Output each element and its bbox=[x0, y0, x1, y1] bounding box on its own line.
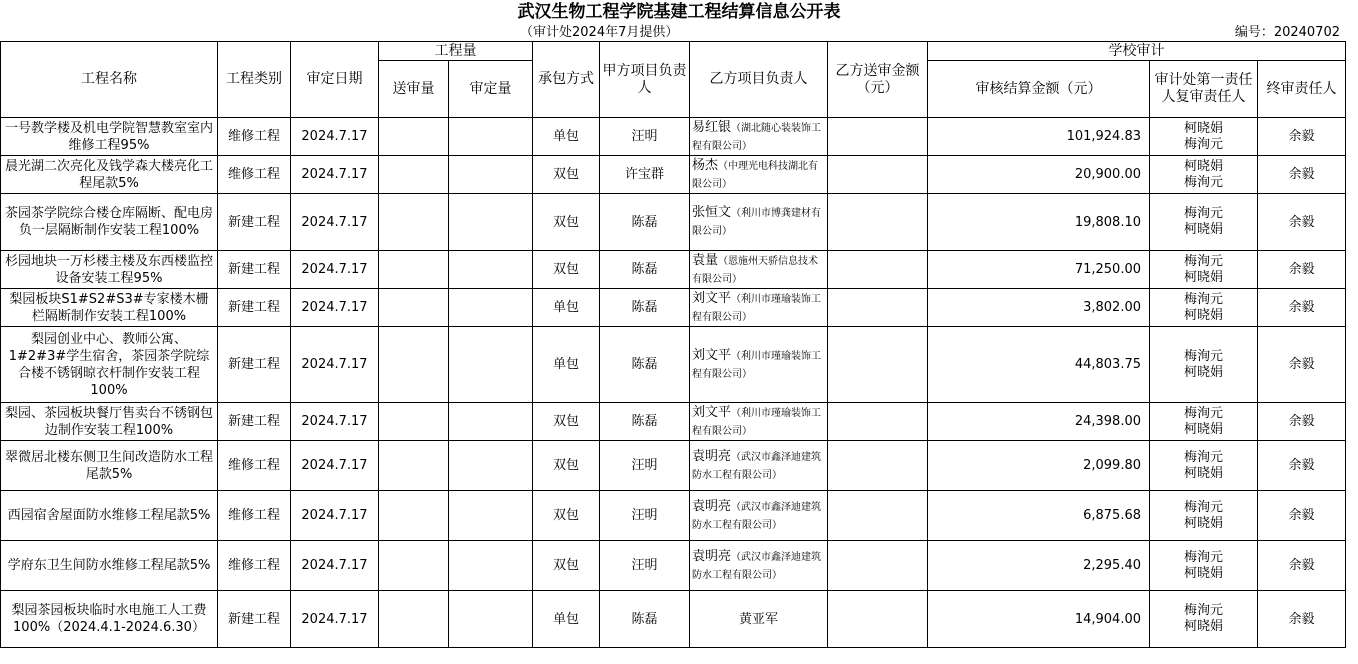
party-b-company: （利川市瑾瑜装饰工程有限公司） bbox=[692, 293, 822, 323]
cell-audit-responsible[interactable] bbox=[1150, 251, 1258, 289]
cell-party-b[interactable] bbox=[690, 118, 828, 156]
cell-project-name[interactable]: 一号教学楼及机电学院智慧教室室内维修工程95% bbox=[1, 118, 218, 156]
table-row[interactable] bbox=[1, 156, 1346, 194]
responsible-person: 柯晓娟 bbox=[1183, 565, 1223, 581]
party-b-company: （武汉市鑫泽迪建筑防水工程有限公司） bbox=[692, 501, 822, 531]
cell-project-name[interactable]: 杉园地块一万杉楼主楼及东西楼监控设备安装工程95% bbox=[1, 251, 218, 289]
cell-date[interactable]: 2024.7.17 bbox=[291, 403, 379, 441]
settlement-table bbox=[0, 41, 1346, 648]
cell-project-name[interactable]: 梨园创业中心、教师公寓、1#2#3#学生宿舍，茶园茶学院综合楼不锈钢晾衣杆制作安装工程100% bbox=[1, 327, 218, 403]
responsible-person: 梅洵元 bbox=[1183, 253, 1223, 269]
cell-party-a[interactable]: 陈磊 bbox=[600, 327, 690, 403]
cell-submitted-qty[interactable] bbox=[379, 327, 449, 403]
cell-contract[interactable]: 双包 bbox=[533, 441, 600, 491]
cell-contract[interactable]: 双包 bbox=[533, 194, 600, 251]
cell-party-a[interactable]: 陈磊 bbox=[600, 289, 690, 327]
cell-submitted-qty[interactable] bbox=[379, 118, 449, 156]
cell-party-b[interactable] bbox=[690, 156, 828, 194]
cell-final-responsible[interactable]: 余毅 bbox=[1258, 156, 1346, 194]
cell-audit-amount[interactable]: 2,099.80 bbox=[928, 441, 1150, 491]
party-b-company: （湖北随心装装饰工程有限公司） bbox=[692, 122, 822, 152]
cell-party-a[interactable]: 许宝群 bbox=[600, 156, 690, 194]
cell-date[interactable]: 2024.7.17 bbox=[291, 441, 379, 491]
cell-project-name[interactable]: 晨光湖二次亮化及钱学森大楼亮化工程尾款5% bbox=[1, 156, 218, 194]
cell-party-a[interactable]: 汪明 bbox=[600, 441, 690, 491]
responsible-person: 柯晓娟 bbox=[1183, 269, 1223, 285]
cell-audit-responsible[interactable] bbox=[1150, 541, 1258, 591]
cell-type[interactable]: 新建工程 bbox=[218, 289, 291, 327]
cell-approved-qty[interactable] bbox=[449, 327, 533, 403]
cell-type[interactable]: 新建工程 bbox=[218, 591, 291, 648]
responsible-person: 柯晓娟 bbox=[1183, 120, 1223, 136]
cell-final-responsible[interactable]: 余毅 bbox=[1258, 118, 1346, 156]
cell-party-b[interactable] bbox=[690, 327, 828, 403]
party-b-name: 袁量 bbox=[692, 252, 719, 268]
cell-audit-responsible[interactable] bbox=[1150, 441, 1258, 491]
cell-submitted-qty[interactable] bbox=[379, 289, 449, 327]
cell-party-b[interactable] bbox=[690, 289, 828, 327]
cell-party-b[interactable] bbox=[690, 441, 828, 491]
cell-audit-responsible[interactable] bbox=[1150, 118, 1258, 156]
party-b-company: （武汉市鑫泽迪建筑防水工程有限公司） bbox=[692, 551, 822, 581]
cell-party-a[interactable]: 陈磊 bbox=[600, 251, 690, 289]
header-school-audit[interactable]: 学校审计 bbox=[928, 42, 1346, 61]
cell-date[interactable]: 2024.7.17 bbox=[291, 118, 379, 156]
cell-project-name[interactable]: 梨园、茶园板块餐厅售卖台不锈钢包边制作安装工程100% bbox=[1, 403, 218, 441]
cell-approved-qty[interactable] bbox=[449, 403, 533, 441]
responsible-person: 柯晓娟 bbox=[1183, 364, 1223, 380]
responsible-person: 梅洵元 bbox=[1183, 348, 1223, 364]
cell-party-b-amount[interactable] bbox=[828, 118, 928, 156]
party-b-name: 袁明亮 bbox=[692, 448, 732, 464]
party-b-name: 刘文平 bbox=[692, 290, 732, 306]
cell-date[interactable]: 2024.7.17 bbox=[291, 327, 379, 403]
cell-audit-responsible[interactable] bbox=[1150, 491, 1258, 541]
cell-audit-amount[interactable]: 20,900.00 bbox=[928, 156, 1150, 194]
cell-party-b[interactable] bbox=[690, 541, 828, 591]
cell-final-responsible[interactable]: 余毅 bbox=[1258, 403, 1346, 441]
party-b-company: （中理光电科技湖北有限公司） bbox=[692, 160, 819, 190]
cell-type[interactable]: 新建工程 bbox=[218, 251, 291, 289]
cell-type[interactable]: 新建工程 bbox=[218, 403, 291, 441]
cell-audit-responsible[interactable] bbox=[1150, 327, 1258, 403]
cell-party-b-amount[interactable] bbox=[828, 289, 928, 327]
responsible-person: 柯晓娟 bbox=[1183, 465, 1223, 481]
cell-party-a[interactable]: 陈磊 bbox=[600, 591, 690, 648]
party-b-company: （利川市瑾瑜装饰工程有限公司） bbox=[692, 407, 822, 437]
cell-contract[interactable]: 双包 bbox=[533, 251, 600, 289]
cell-approved-qty[interactable] bbox=[449, 541, 533, 591]
cell-audit-responsible[interactable] bbox=[1150, 194, 1258, 251]
header-quantity[interactable]: 工程量 bbox=[379, 42, 533, 61]
table-row[interactable] bbox=[1, 118, 1346, 156]
cell-party-b[interactable] bbox=[690, 403, 828, 441]
cell-party-b-amount[interactable] bbox=[828, 491, 928, 541]
cell-type[interactable]: 新建工程 bbox=[218, 327, 291, 403]
cell-audit-amount[interactable]: 14,904.00 bbox=[928, 591, 1150, 648]
table-row[interactable] bbox=[1, 327, 1346, 403]
header-name[interactable]: 工程名称 bbox=[1, 42, 218, 118]
cell-party-b-amount[interactable] bbox=[828, 403, 928, 441]
cell-final-responsible[interactable]: 余毅 bbox=[1258, 541, 1346, 591]
cell-type[interactable]: 维修工程 bbox=[218, 118, 291, 156]
cell-final-responsible[interactable]: 余毅 bbox=[1258, 327, 1346, 403]
responsible-person: 柯晓娟 bbox=[1183, 421, 1223, 437]
cell-submitted-qty[interactable] bbox=[379, 156, 449, 194]
responsible-person: 柯晓娟 bbox=[1183, 515, 1223, 531]
subtitle: （审计处2024年7月提供） bbox=[520, 25, 679, 40]
table-row[interactable] bbox=[1, 491, 1346, 541]
party-b-name: 刘文平 bbox=[692, 404, 732, 420]
cell-audit-amount[interactable]: 6,875.68 bbox=[928, 491, 1150, 541]
responsible-person: 梅洵元 bbox=[1183, 136, 1223, 152]
cell-approved-qty[interactable] bbox=[449, 251, 533, 289]
cell-submitted-qty[interactable] bbox=[379, 251, 449, 289]
party-b-company: （武汉市鑫泽迪建筑防水工程有限公司） bbox=[692, 451, 822, 481]
party-b-name: 刘文平 bbox=[692, 347, 732, 363]
header-party-b-amount[interactable]: 乙方送审金额（元） bbox=[828, 42, 928, 118]
cell-date[interactable]: 2024.7.17 bbox=[291, 251, 379, 289]
cell-party-b-amount[interactable] bbox=[828, 591, 928, 648]
header-party-b[interactable]: 乙方项目负责人 bbox=[690, 42, 828, 118]
cell-final-responsible[interactable]: 余毅 bbox=[1258, 441, 1346, 491]
cell-party-b-amount[interactable] bbox=[828, 541, 928, 591]
header-party-a[interactable]: 甲方项目负责人 bbox=[600, 42, 690, 118]
cell-party-a[interactable]: 汪明 bbox=[600, 491, 690, 541]
party-b-company: （利川市瑾瑜装饰工程有限公司） bbox=[692, 350, 822, 380]
table-row[interactable] bbox=[1, 289, 1346, 327]
cell-contract[interactable]: 双包 bbox=[533, 403, 600, 441]
table-row[interactable] bbox=[1, 403, 1346, 441]
cell-date[interactable]: 2024.7.17 bbox=[291, 194, 379, 251]
table-row[interactable] bbox=[1, 251, 1346, 289]
cell-audit-amount[interactable]: 44,803.75 bbox=[928, 327, 1150, 403]
table-row[interactable] bbox=[1, 441, 1346, 491]
cell-approved-qty[interactable] bbox=[449, 118, 533, 156]
table-row[interactable] bbox=[1, 591, 1346, 648]
cell-audit-amount[interactable]: 2,295.40 bbox=[928, 541, 1150, 591]
party-b-company: （恩施州天骄信息技术有限公司） bbox=[692, 255, 819, 285]
cell-approved-qty[interactable] bbox=[449, 591, 533, 648]
cell-project-name[interactable]: 西园宿舍屋面防水维修工程尾款5% bbox=[1, 491, 218, 541]
cell-audit-responsible[interactable] bbox=[1150, 591, 1258, 648]
header-audit-amount[interactable]: 审核结算金额（元） bbox=[928, 61, 1150, 118]
party-b-name: 袁明亮 bbox=[692, 498, 732, 514]
cell-contract[interactable]: 双包 bbox=[533, 491, 600, 541]
cell-date[interactable]: 2024.7.17 bbox=[291, 491, 379, 541]
cell-contract[interactable]: 单包 bbox=[533, 118, 600, 156]
document-number: 编号：20240702 bbox=[1234, 25, 1340, 40]
cell-final-responsible[interactable]: 余毅 bbox=[1258, 251, 1346, 289]
cell-date[interactable]: 2024.7.17 bbox=[291, 289, 379, 327]
party-b-company: （利川市博龚建材有限公司） bbox=[692, 208, 822, 237]
cell-date[interactable]: 2024.7.17 bbox=[291, 591, 379, 648]
responsible-person: 梅洵元 bbox=[1183, 405, 1223, 421]
cell-party-b-amount[interactable] bbox=[828, 441, 928, 491]
cell-party-b[interactable] bbox=[690, 591, 828, 648]
responsible-person: 柯晓娟 bbox=[1183, 307, 1223, 323]
cell-party-b-amount[interactable] bbox=[828, 156, 928, 194]
header-audit-responsible[interactable]: 审计处第一责任人复审责任人 bbox=[1150, 61, 1258, 118]
cell-party-b-amount[interactable] bbox=[828, 327, 928, 403]
responsible-person: 柯晓娟 bbox=[1183, 619, 1223, 634]
cell-final-responsible[interactable]: 余毅 bbox=[1258, 591, 1346, 648]
cell-audit-responsible[interactable] bbox=[1150, 403, 1258, 441]
cell-contract[interactable]: 双包 bbox=[533, 156, 600, 194]
header-approved-qty[interactable]: 审定量 bbox=[449, 61, 533, 118]
header-contract[interactable]: 承包方式 bbox=[533, 42, 600, 118]
responsible-person: 梅洵元 bbox=[1183, 291, 1223, 307]
cell-date[interactable]: 2024.7.17 bbox=[291, 541, 379, 591]
cell-submitted-qty[interactable] bbox=[379, 441, 449, 491]
cell-audit-amount[interactable]: 19,808.10 bbox=[928, 194, 1150, 251]
cell-audit-responsible[interactable] bbox=[1150, 156, 1258, 194]
responsible-person: 梅洵元 bbox=[1183, 206, 1223, 221]
header-date[interactable]: 审定日期 bbox=[291, 42, 379, 118]
responsible-person: 梅洵元 bbox=[1183, 549, 1223, 565]
cell-project-name[interactable]: 学府东卫生间防水维修工程尾款5% bbox=[1, 541, 218, 591]
cell-submitted-qty[interactable] bbox=[379, 491, 449, 541]
party-b-name: 易红银 bbox=[692, 119, 732, 135]
cell-type[interactable]: 维修工程 bbox=[218, 491, 291, 541]
cell-contract[interactable]: 单包 bbox=[533, 289, 600, 327]
cell-contract[interactable]: 单包 bbox=[533, 327, 600, 403]
cell-type[interactable]: 维修工程 bbox=[218, 441, 291, 491]
header-submitted-qty[interactable]: 送审量 bbox=[379, 61, 449, 118]
table-row[interactable] bbox=[1, 541, 1346, 591]
cell-project-name[interactable]: 梨园茶园板块临时水电施工人工费100%（2024.4.1-2024.6.30） bbox=[1, 591, 218, 648]
party-b-name: 袁明亮 bbox=[692, 548, 732, 564]
header-final-responsible[interactable]: 终审责任人 bbox=[1258, 61, 1346, 118]
responsible-person: 柯晓娟 bbox=[1183, 222, 1223, 237]
cell-approved-qty[interactable] bbox=[449, 194, 533, 251]
responsible-person: 梅洵元 bbox=[1183, 603, 1223, 618]
responsible-person: 梅洵元 bbox=[1183, 499, 1223, 515]
cell-submitted-qty[interactable] bbox=[379, 194, 449, 251]
cell-approved-qty[interactable] bbox=[449, 289, 533, 327]
cell-party-a[interactable]: 陈磊 bbox=[600, 403, 690, 441]
cell-party-a[interactable]: 汪明 bbox=[600, 118, 690, 156]
cell-party-b-amount[interactable] bbox=[828, 194, 928, 251]
cell-final-responsible[interactable]: 余毅 bbox=[1258, 194, 1346, 251]
cell-audit-responsible[interactable] bbox=[1150, 289, 1258, 327]
cell-submitted-qty[interactable] bbox=[379, 541, 449, 591]
header-type[interactable]: 工程类别 bbox=[218, 42, 291, 118]
cell-submitted-qty[interactable] bbox=[379, 403, 449, 441]
party-b-name: 张恒文 bbox=[692, 205, 732, 220]
responsible-person: 柯晓娟 bbox=[1183, 158, 1223, 174]
cell-audit-amount[interactable]: 101,924.83 bbox=[928, 118, 1150, 156]
cell-final-responsible[interactable]: 余毅 bbox=[1258, 289, 1346, 327]
cell-contract[interactable]: 双包 bbox=[533, 541, 600, 591]
party-b-name: 黄亚军 bbox=[738, 611, 778, 627]
page-title: 武汉生物工程学院基建工程结算信息公开表 bbox=[517, 2, 841, 22]
cell-party-b[interactable] bbox=[690, 194, 828, 251]
cell-audit-amount[interactable]: 71,250.00 bbox=[928, 251, 1150, 289]
cell-date[interactable]: 2024.7.17 bbox=[291, 156, 379, 194]
cell-approved-qty[interactable] bbox=[449, 156, 533, 194]
cell-party-b-amount[interactable] bbox=[828, 251, 928, 289]
cell-project-name[interactable]: 梨园板块S1#S2#S3#专家楼木栅栏隔断制作安装工程100% bbox=[1, 289, 218, 327]
cell-party-a[interactable]: 汪明 bbox=[600, 541, 690, 591]
cell-party-b[interactable] bbox=[690, 251, 828, 289]
responsible-person: 梅洵元 bbox=[1183, 174, 1223, 190]
cell-project-name[interactable]: 翠微居北楼东侧卫生间改造防水工程尾款5% bbox=[1, 441, 218, 491]
cell-audit-amount[interactable]: 3,802.00 bbox=[928, 289, 1150, 327]
party-b-name: 杨杰 bbox=[692, 157, 719, 173]
cell-party-b[interactable] bbox=[690, 491, 828, 541]
cell-type[interactable]: 维修工程 bbox=[218, 541, 291, 591]
cell-submitted-qty[interactable] bbox=[379, 591, 449, 648]
cell-approved-qty[interactable] bbox=[449, 491, 533, 541]
table-row[interactable] bbox=[1, 194, 1346, 251]
cell-approved-qty[interactable] bbox=[449, 441, 533, 491]
cell-type[interactable]: 维修工程 bbox=[218, 156, 291, 194]
cell-final-responsible[interactable]: 余毅 bbox=[1258, 491, 1346, 541]
cell-project-name[interactable]: 茶园茶学院综合楼仓库隔断、配电房负一层隔断制作安装工程100% bbox=[1, 194, 218, 251]
cell-type[interactable]: 新建工程 bbox=[218, 194, 291, 251]
responsible-person: 梅洵元 bbox=[1183, 449, 1223, 465]
cell-party-a[interactable]: 陈磊 bbox=[600, 194, 690, 251]
cell-contract[interactable]: 单包 bbox=[533, 591, 600, 648]
cell-audit-amount[interactable]: 24,398.00 bbox=[928, 403, 1150, 441]
